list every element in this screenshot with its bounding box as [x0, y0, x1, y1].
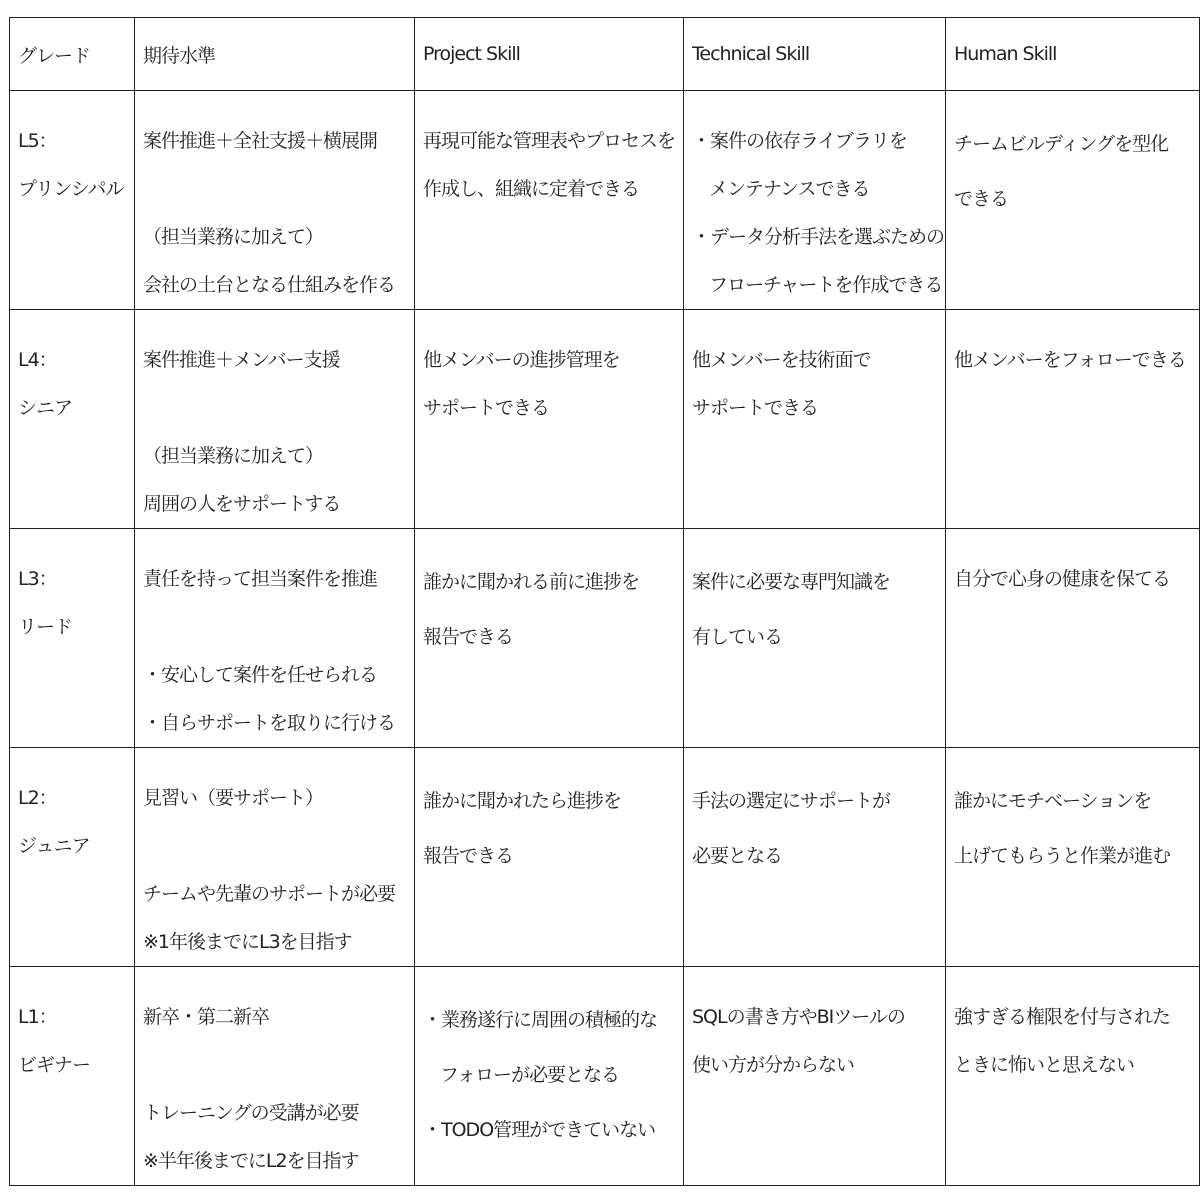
human-skill-cell: 強すぎる権限を付与された ときに怖いと思えない	[946, 967, 1200, 1186]
table-row	[10, 91, 1200, 310]
project-skill-cell: ・業務遂行に周囲の積極的な フォローが必要となる ・TODO管理ができていない	[415, 967, 684, 1186]
table-row	[10, 748, 1200, 967]
expectation-cell: 新卒・第二新卒 トレーニングの受講が必要 ※半年後までにL2を目指す	[135, 967, 415, 1186]
human-skill-cell: 自分で心身の健康を保てる	[946, 529, 1200, 748]
grade-cell: L1： ビギナー	[10, 967, 135, 1186]
human-skill-cell: 他メンバーをフォローできる	[946, 310, 1200, 529]
grade-cell: L3： リード	[10, 529, 135, 748]
expectation-cell: 案件推進＋メンバー支援 （担当業務に加えて） 周囲の人をサポートする	[135, 310, 415, 529]
expectation-cell: 案件推進＋全社支援＋横展開 （担当業務に加えて） 会社の土台となる仕組みを作る	[135, 91, 415, 310]
project-skill-cell: 再現可能な管理表やプロセスを 作成し、組織に定着できる	[415, 91, 684, 310]
project-skill-cell: 他メンバーの進捗管理を サポートできる	[415, 310, 684, 529]
technical-skill-cell: ・案件の依存ライブラリを メンテナンスできる ・データ分析手法を選ぶための フローチャートを作成できる	[684, 91, 946, 310]
header-grade: グレード	[10, 18, 135, 91]
project-skill-cell: 誰かに聞かれたら進捗を 報告できる	[415, 748, 684, 967]
table-row	[10, 967, 1200, 1186]
header-project-skill: Project Skill	[415, 18, 684, 91]
technical-skill-cell: SQLの書き方やBIツールの 使い方が分からない	[684, 967, 946, 1186]
grade-cell: L5： プリンシパル	[10, 91, 135, 310]
project-skill-cell: 誰かに聞かれる前に進捗を 報告できる	[415, 529, 684, 748]
expectation-cell: 責任を持って担当案件を推進 ・安心して案件を任せられる ・自らサポートを取りに行ける	[135, 529, 415, 748]
expectation-cell: 見習い（要サポート） チームや先輩のサポートが必要 ※1年後までにL3を目指す	[135, 748, 415, 967]
table-row	[10, 529, 1200, 748]
table-row	[10, 310, 1200, 529]
grade-cell: L4： シニア	[10, 310, 135, 529]
human-skill-cell: 誰かにモチベーションを 上げてもらうと作業が進む	[946, 748, 1200, 967]
technical-skill-cell: 案件に必要な専門知識を 有している	[684, 529, 946, 748]
header-technical-skill: Technical Skill	[684, 18, 946, 91]
technical-skill-cell: 手法の選定にサポートが 必要となる	[684, 748, 946, 967]
header-human-skill: Human Skill	[946, 18, 1200, 91]
technical-skill-cell: 他メンバーを技術面で サポートできる	[684, 310, 946, 529]
header-row	[10, 18, 1200, 91]
grade-cell: L2： ジュニア	[10, 748, 135, 967]
header-expectation: 期待水準	[135, 18, 415, 91]
grade-table	[9, 17, 1200, 1186]
human-skill-cell: チームビルディングを型化 できる	[946, 91, 1200, 310]
